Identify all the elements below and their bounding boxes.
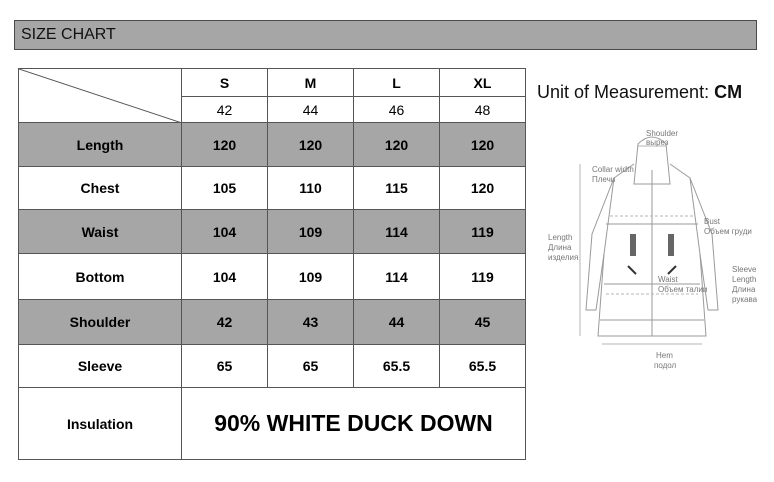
- cell-length-l: 120: [354, 123, 440, 167]
- table-row-bottom: [19, 254, 526, 300]
- insulation-value: 90% WHITE DUCK DOWN: [182, 388, 526, 460]
- label-shoulder: Shoulder: [646, 129, 679, 138]
- row-label-bottom: Bottom: [19, 254, 182, 300]
- label-shoulder-ru: вырез: [646, 138, 669, 147]
- label-sleeve-2: Length: [732, 275, 757, 284]
- label-length-ru1: Длина: [548, 243, 572, 252]
- table-row-length: [19, 123, 526, 167]
- cell-bottom-m: 109: [268, 254, 354, 300]
- table-row-sleeve: [19, 345, 526, 388]
- table-row-shoulder: [19, 300, 526, 345]
- left-flap: [628, 266, 636, 274]
- size-label-xl: XL: [440, 69, 526, 97]
- row-label-length: Length: [19, 123, 182, 167]
- cell-length-xl: 120: [440, 123, 526, 167]
- label-collar: Collar width: [592, 165, 634, 174]
- label-sleeve-1: Sleeve: [732, 265, 757, 274]
- label-sleeve-ru-2: рукава: [732, 295, 758, 304]
- label-length-ru2: изделия: [548, 253, 579, 262]
- cell-waist-xl: 119: [440, 210, 526, 254]
- cell-sleeve-s: 65: [182, 345, 268, 388]
- cell-shoulder-xl: 45: [440, 300, 526, 345]
- unit-value: CM: [714, 82, 743, 102]
- label-waist: Waist: [658, 275, 678, 284]
- cell-waist-s: 104: [182, 210, 268, 254]
- cell-length-m: 120: [268, 123, 354, 167]
- cell-sleeve-xl: 65.5: [440, 345, 526, 388]
- cell-chest-l: 115: [354, 167, 440, 210]
- row-label-chest: Chest: [19, 167, 182, 210]
- right-flap: [668, 266, 676, 274]
- table-row-insulation: [19, 388, 526, 460]
- row-label-sleeve: Sleeve: [19, 345, 182, 388]
- label-bust: Bust: [704, 217, 721, 226]
- cell-waist-l: 114: [354, 210, 440, 254]
- label-hem-ru: подол: [654, 361, 677, 370]
- cell-chest-xl: 120: [440, 167, 526, 210]
- size-chart-header: SIZE CHART: [14, 20, 757, 50]
- cell-length-s: 120: [182, 123, 268, 167]
- corner-diagonal: [19, 69, 182, 123]
- left-pocket: [630, 234, 636, 256]
- cell-chest-s: 105: [182, 167, 268, 210]
- coat-left-sleeve: [586, 178, 614, 310]
- label-length: Length: [548, 233, 573, 242]
- table-row-chest: [19, 167, 526, 210]
- cell-waist-m: 109: [268, 210, 354, 254]
- table-row-waist: [19, 210, 526, 254]
- cell-sleeve-m: 65: [268, 345, 354, 388]
- cell-bottom-s: 104: [182, 254, 268, 300]
- row-label-insulation: Insulation: [19, 388, 182, 460]
- size-number-xl: 48: [440, 97, 526, 123]
- unit-label: Unit of Measurement:: [537, 82, 715, 102]
- label-bust-ru: Объем груди: [704, 227, 752, 236]
- cell-bottom-l: 114: [354, 254, 440, 300]
- label-collar-ru: Плечи: [592, 175, 616, 184]
- right-pocket: [668, 234, 674, 256]
- label-waist-ru: Объем талии: [658, 285, 708, 294]
- cell-bottom-xl: 119: [440, 254, 526, 300]
- label-sleeve-ru-1: Длина: [732, 285, 756, 294]
- cell-shoulder-l: 44: [354, 300, 440, 345]
- cell-shoulder-s: 42: [182, 300, 268, 345]
- label-hem: Hem: [656, 351, 673, 360]
- cell-chest-m: 110: [268, 167, 354, 210]
- row-label-shoulder: Shoulder: [19, 300, 182, 345]
- table-corner-cell: [19, 69, 182, 123]
- size-label-m: M: [268, 69, 354, 97]
- size-label-s: S: [182, 69, 268, 97]
- size-label-l: L: [354, 69, 440, 97]
- cell-shoulder-m: 43: [268, 300, 354, 345]
- coat-measurement-diagram: [540, 124, 764, 374]
- size-number-s: 42: [182, 97, 268, 123]
- unit-of-measurement: [537, 82, 742, 103]
- size-chart-table: [18, 68, 526, 460]
- row-label-waist: Waist: [19, 210, 182, 254]
- cell-sleeve-l: 65.5: [354, 345, 440, 388]
- size-number-l: 46: [354, 97, 440, 123]
- size-number-m: 44: [268, 97, 354, 123]
